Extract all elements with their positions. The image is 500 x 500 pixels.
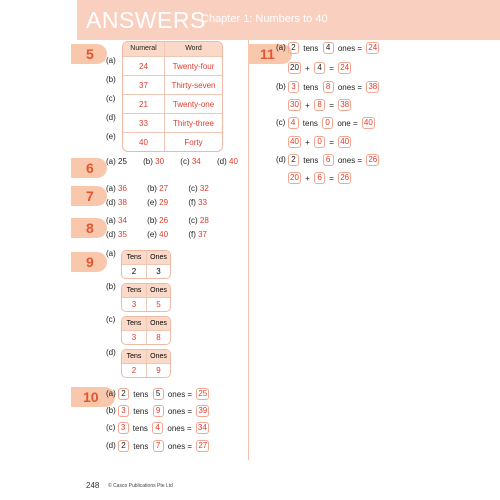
- ones-word: ones =: [167, 389, 193, 399]
- q8-b: 26: [159, 216, 169, 225]
- q8-row-1: [106, 216, 209, 225]
- question-9-tab: 9: [71, 252, 107, 272]
- tens-box: 2: [118, 440, 129, 452]
- q10-a: [106, 388, 209, 400]
- ones-box: 4: [323, 42, 334, 54]
- q7-b: 27: [159, 184, 169, 193]
- ones-box: 4: [152, 422, 163, 434]
- q8-a: 34: [118, 216, 127, 225]
- tens-box: 2: [288, 154, 299, 166]
- ones-header: Ones: [150, 254, 167, 261]
- q7-f: 33: [198, 198, 208, 207]
- answer-box: 24: [368, 43, 378, 52]
- ones-sum-box: 4: [314, 62, 325, 74]
- word-cell: Twenty-four: [172, 62, 215, 71]
- q11-b-sum: 30 + 8 = 38: [290, 100, 350, 110]
- answer-box: 27: [198, 441, 208, 450]
- q11-d: [276, 154, 379, 166]
- q5-label-a: (a): [106, 56, 116, 65]
- q6-a: (a) 25: [106, 157, 127, 166]
- ones-box: 8: [323, 81, 334, 93]
- ones-box: 0: [322, 117, 333, 129]
- tens-sum-box: 20: [290, 63, 299, 72]
- q9-b-label: (b): [106, 282, 116, 291]
- q6-answers: [106, 157, 238, 166]
- q7-d-label: (d): [106, 198, 116, 207]
- tens-ones-table: [121, 283, 171, 312]
- q7-a-label: (a): [106, 184, 116, 193]
- q11-d-sum: 20 + 6 = 26: [290, 173, 350, 183]
- table-row: [123, 113, 222, 132]
- q11-c: [276, 117, 375, 129]
- tens-ones-table: [121, 349, 171, 378]
- q5-label-c: (c): [106, 94, 116, 103]
- tens-sum-box: 30: [290, 100, 299, 109]
- tens-word: tens: [303, 43, 319, 53]
- numeral-cell: 33: [123, 114, 165, 132]
- ones-box: 9: [153, 405, 164, 417]
- q11-b: [276, 81, 379, 93]
- one-word: one =: [337, 118, 358, 128]
- q11-b-label: (b): [276, 82, 286, 92]
- tens-word: tens: [133, 406, 149, 416]
- question-11-tab: 11: [248, 44, 292, 64]
- tens-box: 4: [288, 117, 299, 129]
- tens-value: 2: [122, 265, 147, 278]
- ones-word: ones =: [167, 441, 193, 451]
- answer-box: 26: [368, 155, 378, 164]
- table-row: [123, 132, 222, 151]
- answer-box: 39: [198, 406, 208, 415]
- tens-value: 2: [122, 364, 147, 377]
- tens-sum-box: 40: [290, 137, 299, 146]
- q7-e-label: (e): [147, 198, 157, 207]
- numeral-header: Numeral: [123, 42, 165, 56]
- tens-header: Tens: [122, 350, 147, 363]
- column-divider: [248, 40, 249, 460]
- tens-ones-table: [121, 316, 171, 345]
- q10-d-label: (d): [106, 441, 116, 451]
- q5-label-b: (b): [106, 75, 116, 84]
- q7-row-1: [106, 184, 209, 193]
- sum-answer-box: 24: [340, 63, 350, 72]
- q7-f-label: (f): [188, 198, 196, 207]
- q6-d: 40: [229, 157, 238, 166]
- question-5-tab: 5: [71, 44, 107, 64]
- ones-header: Ones: [150, 320, 167, 327]
- numeral-word-table: [122, 41, 223, 152]
- tens-value: 3: [122, 298, 147, 311]
- question-10-tab: 10: [71, 387, 115, 407]
- q8-e: 40: [159, 230, 169, 239]
- sum-answer-box: 26: [340, 173, 350, 182]
- q11-d-label: (d): [276, 155, 286, 165]
- numeral-cell: 40: [123, 133, 165, 151]
- q10-d: [106, 440, 209, 452]
- page-title: ANSWERS: [86, 7, 206, 33]
- q11-c-label: (c): [276, 118, 286, 128]
- question-8-tab: 8: [71, 218, 107, 238]
- tens-header: Tens: [122, 251, 147, 264]
- q9-d-label: (d): [106, 348, 116, 357]
- word-cell: Forty: [184, 138, 203, 147]
- ones-word: ones =: [167, 423, 192, 433]
- q8-c-label: (c): [188, 216, 198, 225]
- word-cell: Thirty-three: [173, 119, 214, 128]
- word-cell: Thirty-seven: [171, 81, 216, 90]
- q6-b: 30: [155, 157, 165, 166]
- q7-c-label: (c): [188, 184, 198, 193]
- q10-b-label: (b): [106, 406, 116, 416]
- header-banner: [77, 0, 500, 40]
- q5-label-d: (d): [106, 113, 116, 122]
- ones-sum-box: 0: [314, 136, 325, 148]
- chapter-title: Chapter 1: Numbers to 40: [201, 13, 328, 25]
- q8-d: 35: [118, 230, 127, 239]
- q8-d-label: (d): [106, 230, 116, 239]
- q8-f-label: (f): [188, 230, 196, 239]
- q7-c: 32: [199, 184, 209, 193]
- q9-c-label: (c): [106, 315, 116, 324]
- tens-sum-box: 20: [290, 173, 299, 182]
- tens-box: 2: [288, 42, 299, 54]
- q5-label-e: (e): [106, 132, 116, 141]
- q10-b: [106, 405, 209, 417]
- tens-word: tens: [303, 155, 319, 165]
- q11-c-sum: 40 + 0 = 40: [290, 137, 350, 147]
- ones-box: 5: [153, 388, 164, 400]
- table-row: [123, 94, 222, 113]
- q8-f: 37: [198, 230, 208, 239]
- tens-word: tens: [132, 423, 148, 433]
- ones-box: 6: [323, 154, 334, 166]
- page-number: 248: [86, 481, 100, 490]
- tens-header: Tens: [122, 317, 147, 330]
- ones-sum-box: 6: [314, 172, 325, 184]
- tens-box: 3: [118, 405, 129, 417]
- q6-d-label: (d): [217, 157, 227, 166]
- ones-value: 5: [156, 300, 161, 309]
- q8-row-2: [106, 230, 207, 239]
- ones-word: ones =: [337, 82, 363, 92]
- question-7-tab: 7: [71, 186, 107, 206]
- q10-c: [106, 422, 209, 434]
- ones-word: ones =: [337, 43, 363, 53]
- answer-box: 34: [197, 423, 207, 432]
- sum-answer-box: 40: [340, 137, 350, 146]
- tens-word: tens: [303, 82, 319, 92]
- ones-word: ones =: [337, 155, 363, 165]
- sum-answer-box: 38: [340, 100, 350, 109]
- ones-sum-box: 8: [314, 99, 325, 111]
- q7-e: 29: [159, 198, 169, 207]
- q10-a-label: (a): [106, 389, 116, 399]
- tens-word: tens: [133, 441, 149, 451]
- table-header: [123, 42, 222, 56]
- ones-header: Ones: [150, 287, 167, 294]
- tens-box: 2: [118, 388, 129, 400]
- ones-header: Ones: [150, 353, 167, 360]
- q11-a-sum: 20 + 4 = 24: [290, 63, 350, 73]
- q7-a: 36: [118, 184, 127, 193]
- word-header: Word: [185, 45, 202, 52]
- table-row: [123, 75, 222, 94]
- ones-box: 7: [153, 440, 164, 452]
- q9-a-label: (a): [106, 249, 116, 258]
- tens-value: 3: [122, 331, 147, 344]
- question-6-tab: 6: [71, 158, 107, 178]
- answer-box: 40: [363, 118, 373, 127]
- q6-c: 34: [191, 157, 201, 166]
- numeral-cell: 24: [123, 57, 165, 75]
- answer-box: 25: [198, 389, 208, 398]
- q11-a-label: (a): [276, 43, 286, 53]
- ones-value: 8: [156, 333, 161, 342]
- q6-c-label: (c): [180, 157, 190, 166]
- tens-box: 3: [288, 81, 299, 93]
- q8-b-label: (b): [147, 216, 157, 225]
- q7-b-label: (b): [147, 184, 157, 193]
- ones-word: ones =: [167, 406, 193, 416]
- word-cell: Twenty-one: [172, 100, 215, 109]
- tens-box: 3: [118, 422, 129, 434]
- tens-word: tens: [133, 389, 149, 399]
- q10-c-label: (c): [106, 423, 116, 433]
- q8-c: 28: [199, 216, 209, 225]
- q7-row-2: [106, 198, 207, 207]
- publisher-credit: © Casco Publications Pte Ltd: [108, 483, 173, 489]
- ones-value: 9: [156, 366, 161, 375]
- table-row: [123, 56, 222, 75]
- tens-word: tens: [302, 118, 318, 128]
- tens-ones-table: [121, 250, 171, 279]
- q6-b-label: (b): [143, 157, 153, 166]
- q8-a-label: (a): [106, 216, 116, 225]
- tens-header: Tens: [122, 284, 147, 297]
- ones-value: 3: [156, 267, 161, 276]
- q11-a: [276, 42, 379, 54]
- q7-d: 38: [118, 198, 127, 207]
- answer-box: 38: [368, 82, 378, 91]
- q8-e-label: (e): [147, 230, 157, 239]
- numeral-cell: 37: [123, 76, 165, 94]
- numeral-cell: 21: [123, 95, 165, 113]
